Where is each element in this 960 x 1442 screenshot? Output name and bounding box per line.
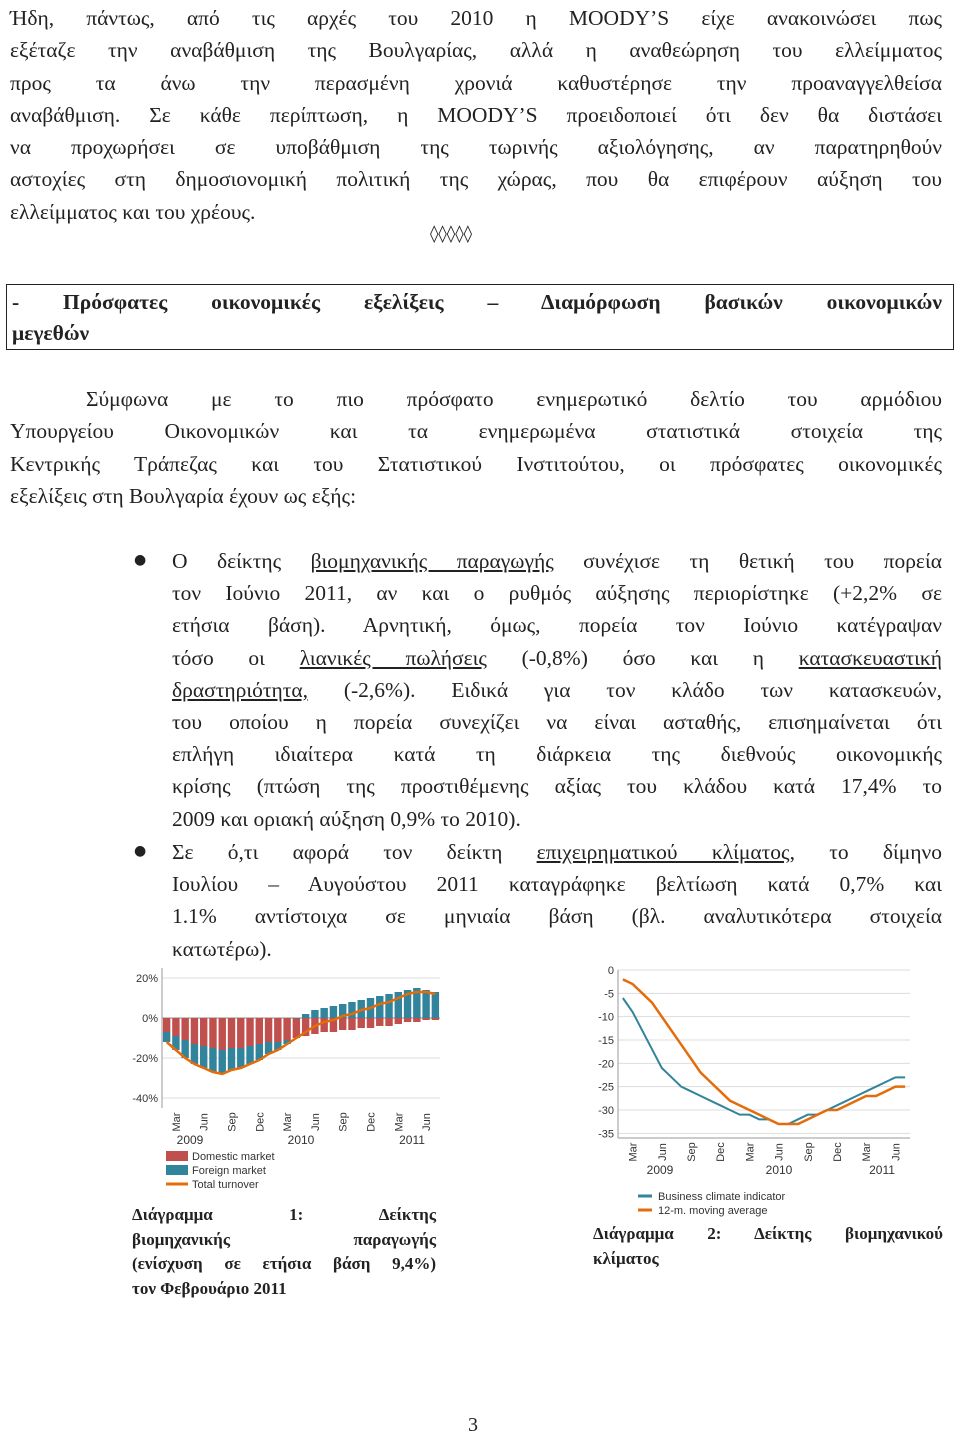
text-run: (-2,6%). Ειδικά για τον κλάδο των κατασκευών,: [308, 677, 942, 702]
chart2-caption: [593, 1222, 943, 1271]
legend-label: Business climate indicator: [658, 1191, 786, 1203]
domestic-bar: [367, 1018, 374, 1028]
domestic-bar: [376, 1018, 383, 1026]
year-label: 2011: [869, 1163, 895, 1177]
domestic-bar: [395, 1018, 402, 1024]
domestic-bar: [265, 1018, 272, 1042]
year-label: 2011: [399, 1133, 425, 1147]
intro-line: ελλείμματος και του χρέους.: [10, 199, 256, 224]
foreign-bar: [302, 1014, 309, 1018]
foreign-bar: [219, 1050, 226, 1074]
bullet-line: κρίσης (πτώση της προστιθέμενης αξίας του κλάδου κατά 17,4% το: [172, 774, 942, 799]
legend-label: Foreign market: [192, 1165, 266, 1177]
x-tick-label: Sep: [686, 1142, 698, 1162]
domestic-bar: [404, 1018, 411, 1022]
intro-line: να προχωρήσει σε υποβάθμιση της τωρινής αξιολόγησης, αν παρατηρηθούν: [10, 135, 942, 160]
x-tick-label: Jun: [773, 1143, 786, 1161]
x-tick-label: Dec: [365, 1112, 378, 1132]
domestic-bar: [283, 1018, 290, 1040]
bullet-line: ετήσια βάση). Αρνητική, όμως, πορεία τον Ιούνιο κατέγραψαν: [172, 613, 942, 638]
y-tick-label: -15: [598, 1035, 614, 1047]
domestic-bar: [209, 1018, 216, 1048]
bullet-item-business-climate: [172, 836, 942, 965]
caption-line: Διάγραμμα 1: Δείκτης: [132, 1205, 436, 1224]
x-tick-label: Mar: [282, 1112, 295, 1132]
text-run: τόσο οι: [172, 645, 300, 670]
bullet-item-industrial: [172, 545, 942, 835]
underlined-term: κατασκευαστική: [798, 645, 942, 670]
legend-swatch: [166, 1151, 188, 1161]
x-tick-label: Mar: [861, 1142, 874, 1162]
year-label: 2009: [176, 1133, 204, 1147]
legend-swatch: [166, 1165, 188, 1175]
caption-line: τον Φεβρουάριο 2011: [132, 1278, 287, 1298]
caption-line: κλίματος: [593, 1248, 659, 1268]
body-line: εξελίξεις στη Βουλγαρία έχουν ως εξής:: [10, 483, 357, 508]
text-run: Ο δείκτης: [172, 549, 311, 573]
section-separator: ◊◊◊◊◊: [430, 224, 473, 244]
text-run: συνέχισε τη θετική του πορεία: [553, 549, 942, 573]
x-tick-label: Sep: [337, 1112, 350, 1132]
bullet-line: 1.1% αντίστοιχα σε μηνιαία βάση (βλ. αναλυτικότερα στοιχεία: [172, 904, 942, 929]
y-tick-label: -5: [604, 988, 614, 1001]
bullet-line: τον Ιούνιο 2011, αν και ο ρυθμός αύξησης περιορίστηκε (+2,2% σε: [172, 581, 942, 606]
foreign-bar: [320, 1008, 327, 1018]
x-tick-label: Mar: [744, 1142, 757, 1162]
y-tick-label: -20: [598, 1058, 614, 1071]
y-tick-label: -30: [598, 1105, 614, 1117]
foreign-bar: [432, 992, 439, 1018]
domestic-bar: [385, 1018, 392, 1026]
bullet-line: κατωτέρω).: [172, 936, 272, 961]
y-tick-label: 20%: [135, 973, 158, 985]
y-tick-label: 0%: [142, 1013, 158, 1025]
foreign-bar: [293, 1018, 300, 1019]
domestic-bar: [219, 1018, 226, 1050]
intro-line: εξέταζε την αναβάθμιση της Βουλγαρίας, αλλά η αναθεώρηση του ελλείμματος: [10, 38, 942, 63]
x-tick-label: Sep: [802, 1142, 815, 1162]
caption-line: Διάγραμμα 2: Δείκτης βιομηχανικού: [593, 1224, 943, 1243]
foreign-bar: [385, 994, 392, 1018]
text-run: Σε ό,τι αφορά τον δείκτη: [172, 840, 537, 864]
heading-line: - Πρόσφατες οικονομικές εξελίξεις – Διαμόρφωση βασικών οικονομικών: [12, 290, 942, 314]
body-paragraph: [10, 383, 942, 512]
intro-line: προς τα άνω την περασμένη χρονιά καθυστέρησε την προαναγγελθείσα: [10, 70, 942, 95]
domestic-bar: [200, 1018, 207, 1046]
foreign-bar: [376, 996, 383, 1018]
bullet-marker: ●: [134, 843, 147, 859]
underlined-term: βιομηχανικής παραγωγής: [310, 549, 554, 573]
bullet-line: [172, 674, 942, 706]
foreign-bar: [200, 1046, 207, 1068]
caption-line: βιομηχανικής παραγωγής: [132, 1229, 436, 1249]
business-climate-chart: [588, 960, 918, 1225]
underlined-term: λιανικές πωλήσεις: [299, 645, 487, 670]
y-tick-label: -35: [598, 1128, 614, 1141]
domestic-bar: [256, 1018, 263, 1044]
foreign-bar: [237, 1048, 244, 1068]
bullet-line: 2009 και οριακή αύξηση 0,9% το 2010).: [172, 806, 521, 831]
domestic-bar: [348, 1018, 355, 1030]
domestic-bar: [237, 1018, 244, 1048]
bullet-line: [172, 836, 942, 868]
intro-paragraph: [10, 2, 942, 228]
bullet-line: [172, 642, 942, 674]
intro-line: Ήδη, πάντως, από τις αρχές του 2010 η MOODY’S είχε ανακοινώσει πως: [10, 6, 942, 30]
y-tick-label: -10: [598, 1011, 614, 1024]
foreign-bar: [330, 1006, 337, 1018]
y-tick-label: -40%: [132, 1093, 158, 1105]
section-heading: [12, 287, 942, 349]
caption-line: (ενίσχυση σε ετήσια βάση 9,4%): [132, 1254, 436, 1273]
bullet-marker: ●: [134, 552, 147, 568]
legend-label: 12-m. moving average: [658, 1205, 768, 1217]
bullet-line: επλήγη ιδιαίτερα κατά τη διάρκεια της διεθνούς οικονομικής: [172, 742, 942, 767]
x-tick-label: Sep: [226, 1112, 239, 1132]
bullet-line: [172, 545, 942, 577]
foreign-bar: [422, 990, 429, 1018]
heading-line: μεγεθών: [12, 321, 90, 345]
x-tick-label: Dec: [254, 1112, 267, 1132]
x-tick-label: Jun: [656, 1143, 669, 1161]
underlined-term: δραστηριότητα,: [172, 677, 309, 702]
x-tick-label: Mar: [393, 1112, 406, 1132]
domestic-bar: [181, 1018, 188, 1040]
bullet-line: Ιουλίου – Αυγούστου 2011 καταγράφηκε βελτίωση κατά 0,7% και: [172, 872, 942, 897]
body-line: Σύμφωνα με το πιο πρόσφατο ενημερωτικό δελτίο του αρμόδιου: [86, 387, 942, 411]
x-tick-label: Mar: [170, 1112, 183, 1132]
year-label: 2009: [646, 1163, 674, 1177]
body-line: Υπουργείου Οικονομικών και τα ενημερωμένα στατιστικά στοιχεία της: [10, 419, 942, 444]
year-label: 2010: [765, 1163, 793, 1177]
intro-line: αναβάθμιση. Σε κάθε περίπτωση, η MOODY’S προειδοποιεί ότι δεν θα διστάσει: [10, 102, 942, 127]
domestic-bar: [320, 1018, 327, 1032]
moving-average-line: [623, 979, 905, 1124]
x-tick-label: Dec: [832, 1142, 844, 1162]
bullet-line: του οποίου η πορεία συνεχίζει να είναι ασταθής, επισημαίνεται ότι: [172, 710, 942, 735]
x-tick-label: Jun: [198, 1113, 211, 1131]
y-tick-label: -25: [598, 1081, 614, 1094]
x-tick-label: Mar: [627, 1142, 640, 1162]
domestic-bar: [339, 1018, 346, 1030]
intro-line: αστοχίες στη δημοσιονομική πολιτική της χώρας, που θα επιφέρουν αύξηση του: [10, 167, 942, 192]
year-label: 2010: [287, 1133, 315, 1147]
domestic-bar: [191, 1018, 198, 1044]
domestic-bar: [358, 1018, 365, 1028]
domestic-bar: [172, 1018, 179, 1036]
y-tick-label: 0: [607, 965, 614, 977]
domestic-bar: [274, 1018, 281, 1042]
domestic-bar: [432, 1018, 439, 1020]
domestic-bar: [228, 1018, 235, 1048]
text-run: , το δίμηνο: [789, 840, 943, 864]
x-tick-label: Jun: [309, 1113, 322, 1131]
foreign-bar: [246, 1046, 253, 1064]
domestic-bar: [246, 1018, 253, 1046]
y-tick-label: -20%: [132, 1053, 158, 1065]
domestic-bar: [413, 1018, 420, 1022]
x-tick-label: Jun: [890, 1143, 903, 1161]
foreign-bar: [209, 1048, 216, 1072]
foreign-bar: [228, 1048, 235, 1070]
foreign-bar: [311, 1010, 318, 1018]
domestic-bar: [163, 1018, 170, 1032]
x-tick-label: Dec: [715, 1142, 728, 1162]
text-run: (-0,8%) όσο και η: [486, 645, 799, 670]
industrial-production-chart: [128, 960, 448, 1200]
body-line: Κεντρικής Τράπεζας και του Στατιστικού Ινστιτούτου, οι πρόσφατες οικονομικές: [10, 451, 942, 476]
domestic-bar: [422, 1018, 429, 1020]
chart1-caption: [132, 1203, 436, 1301]
x-tick-label: Jun: [421, 1113, 434, 1131]
legend-label: Total turnover: [192, 1179, 259, 1191]
foreign-bar: [163, 1032, 170, 1042]
underlined-term: επιχειρηματικού κλίματος: [536, 840, 790, 864]
page-number: 3: [468, 1414, 478, 1436]
legend-label: Domestic market: [192, 1151, 275, 1163]
